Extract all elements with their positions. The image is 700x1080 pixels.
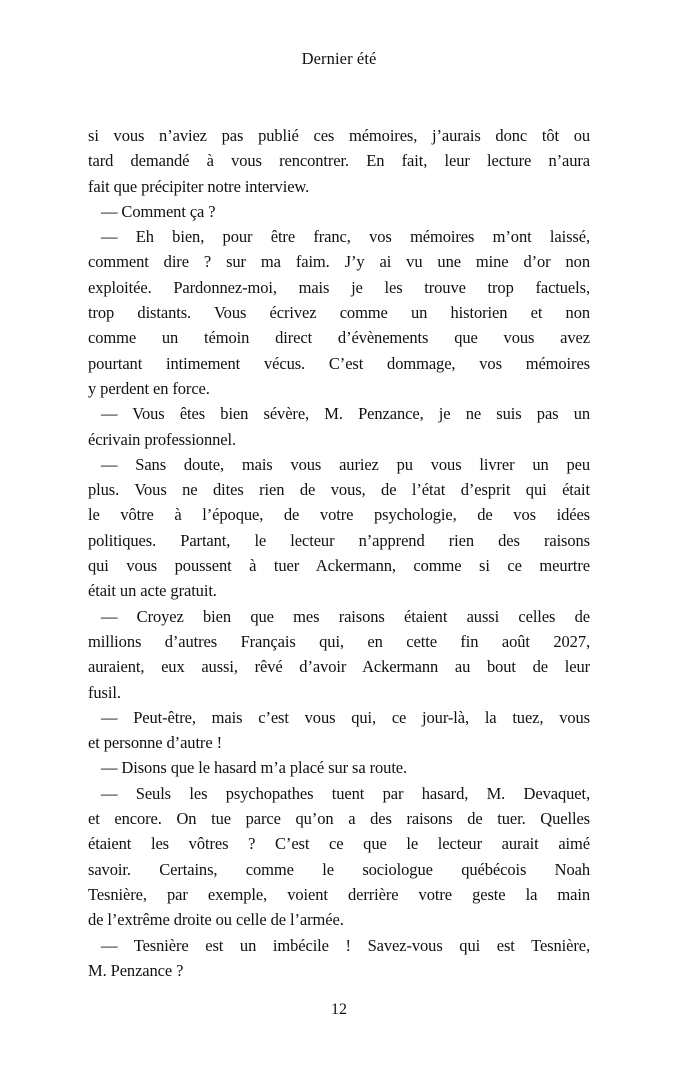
text-line: — Seuls les psychopathes tuent par hasard, M. Devaquet, — [101, 783, 590, 803]
text-line: savoir. Certains, comme le sociologue québécois Noah — [88, 859, 590, 879]
text-line: de l’extrême droite ou celle de l’armée. — [88, 910, 344, 930]
text-line: y perdent en force. — [88, 378, 210, 398]
paragraph — [88, 123, 590, 199]
text-line: exploitée. Pardonnez-moi, mais je les trouve trop factuels, — [88, 277, 590, 297]
text-line: — Tesnière est un imbécile ! Savez-vous qui est Tesnière, — [101, 935, 590, 955]
text-line: si vous n’aviez pas publié ces mémoires, j’aurais donc tôt ou — [88, 126, 590, 145]
text-line: auraient, eux aussi, rêvé d’avoir Ackermann au bout de leur — [88, 657, 590, 677]
text-line: — Sans doute, mais vous auriez pu vous livrer un peu — [101, 454, 590, 474]
text-line: fusil. — [88, 682, 121, 702]
text-line: et encore. On tue parce qu’on a des raisons de tuer. Quelles — [88, 809, 590, 829]
text-line: étaient les vôtres ? C’est ce que le lecteur aurait aimé — [88, 834, 590, 854]
text-line: était un acte gratuit. — [88, 581, 217, 601]
text-line: fait que précipiter notre interview. — [88, 176, 310, 196]
text-line: plus. Vous ne dites rien de vous, de l’état d’esprit qui était — [88, 480, 590, 500]
text-line: — Disons que le hasard m’a placé sur sa route. — [101, 758, 408, 778]
paragraph — [88, 604, 590, 705]
text-line: Tesnière, par exemple, voient derrière votre geste la main — [88, 884, 590, 904]
page-number: 12 — [331, 1001, 347, 1018]
text-line: le vôtre à l’époque, de votre psychologie, de vos idées — [88, 505, 590, 525]
text-line: politiques. Partant, le lecteur n’apprend rien des raisons — [88, 530, 590, 550]
text-line: pourtant intimement vécus. C’est dommage, vos mémoires — [88, 353, 590, 373]
paragraph — [88, 199, 590, 224]
text-line: — Croyez bien que mes raisons étaient aussi celles de — [101, 606, 590, 626]
text-line: millions d’autres Français qui, en cette fin août 2027, — [88, 631, 590, 651]
paragraph — [88, 781, 590, 933]
paragraph — [88, 755, 590, 780]
text-line: — Eh bien, pour être franc, vos mémoires m’ont laissé, — [101, 227, 590, 247]
running-header: Dernier été — [301, 49, 377, 68]
paragraph — [88, 224, 590, 401]
text-line: tard demandé à vous rencontrer. En fait, leur lecture n’aura — [88, 151, 590, 171]
text-line: — Peut-être, mais c’est vous qui, ce jour-là, la tuez, vous — [101, 707, 590, 727]
text-line: comme un témoin direct d’évènements que vous avez — [88, 328, 590, 348]
text-line: et personne d’autre ! — [88, 733, 222, 753]
text-line: — Vous êtes bien sévère, M. Penzance, je ne suis pas un — [101, 404, 590, 424]
paragraph — [88, 933, 590, 984]
paragraph — [88, 705, 590, 756]
text-line: écrivain professionnel. — [88, 429, 236, 449]
text-line: — Comment ça ? — [101, 201, 216, 221]
body-text — [88, 123, 590, 983]
paragraph — [88, 452, 590, 604]
text-line: M. Penzance ? — [88, 960, 184, 980]
text-line: comment dire ? sur ma faim. J’y ai vu une mine d’or non — [88, 252, 590, 272]
text-line: qui vous poussent à tuer Ackermann, comme si ce meurtre — [88, 556, 590, 576]
paragraph — [88, 401, 590, 452]
text-line: trop distants. Vous écrivez comme un historien et non — [88, 303, 590, 323]
